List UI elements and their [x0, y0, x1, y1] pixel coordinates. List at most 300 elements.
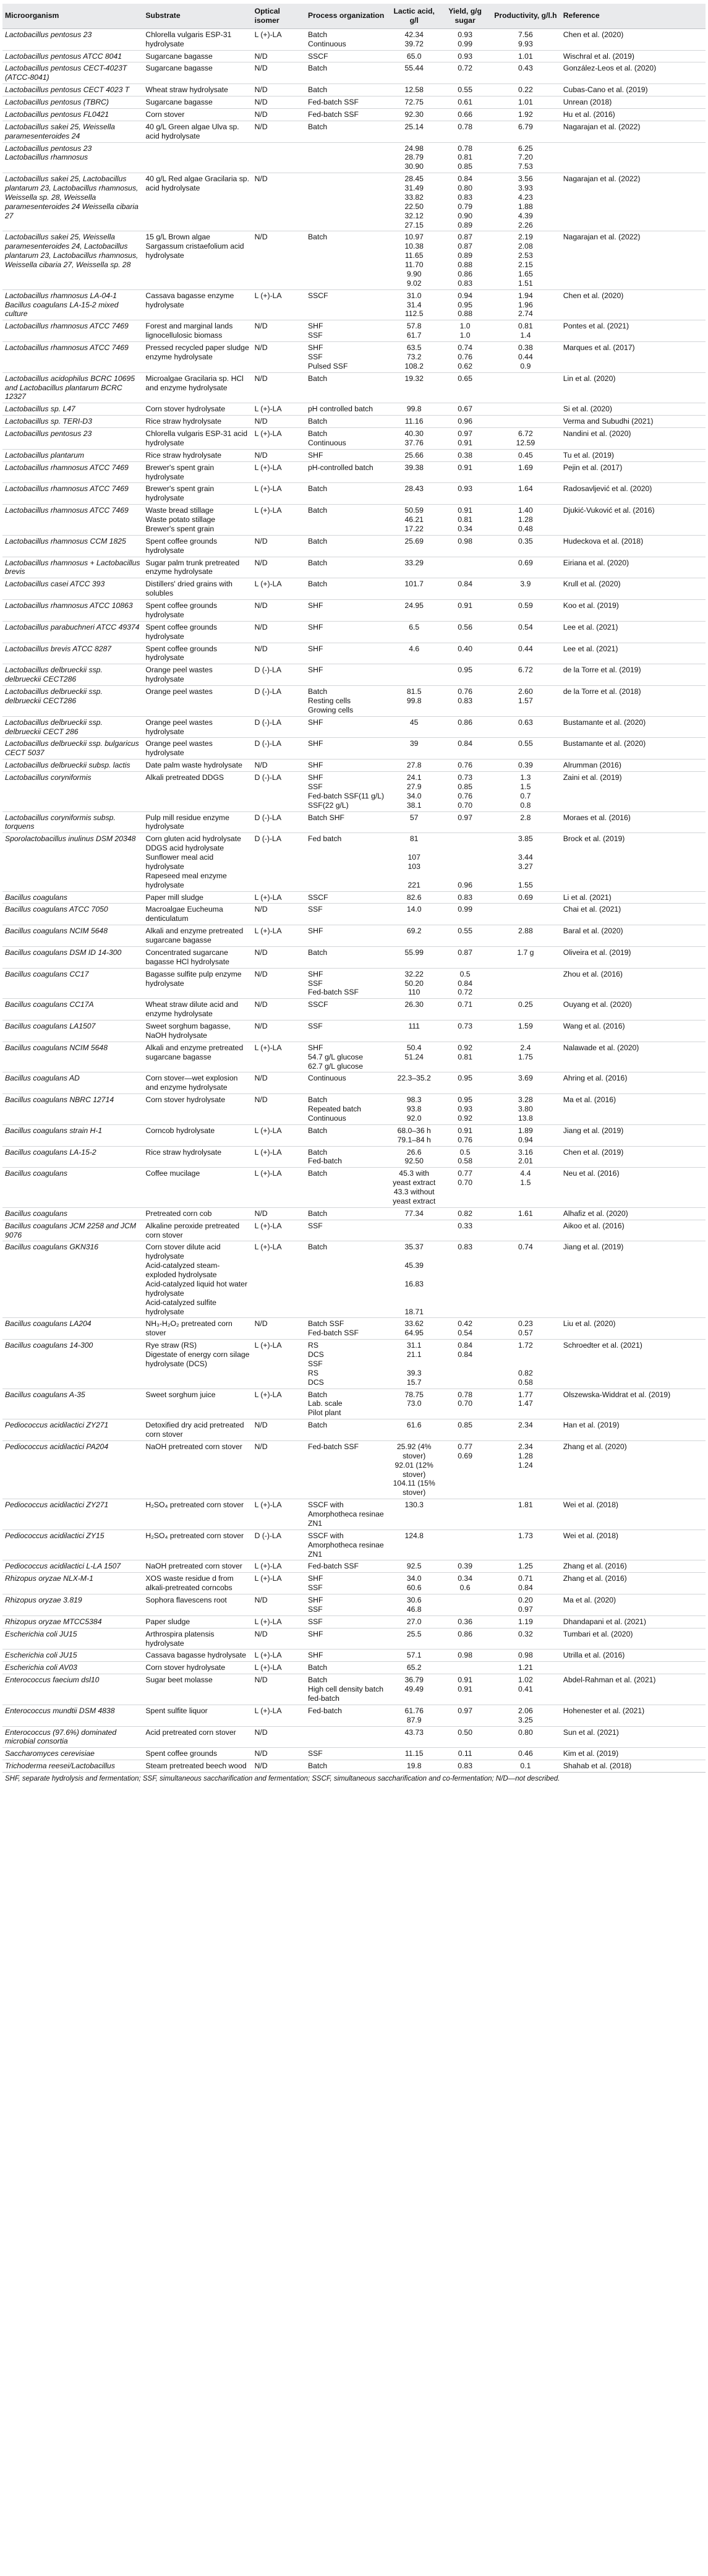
cell-lactic-acid-line: 78.75 [404, 1390, 424, 1399]
cell-reference-line: Utrilla et al. (2016) [563, 1651, 625, 1660]
cell-process-line: SSF [308, 1749, 323, 1758]
cell-lactic-acid-line: 51.24 [404, 1052, 424, 1061]
cell-productivity-line: 1.94 [518, 291, 533, 300]
cell-productivity-line: 1.5 [520, 1178, 531, 1187]
cell-optical-isomer-line: N/D [254, 450, 268, 460]
cell-yield [440, 342, 490, 373]
cell-lactic-acid [388, 1207, 440, 1220]
cell-lactic-acid-line: 24.1 [406, 773, 422, 782]
table-row [2, 416, 706, 428]
cell-process [305, 643, 388, 664]
cell-substrate-line: Date palm waste hydrolysate [145, 761, 242, 770]
table-row [2, 1241, 706, 1318]
cell-lactic-acid [388, 1628, 440, 1650]
table-row [2, 1499, 706, 1530]
table-row [2, 686, 706, 717]
cell-yield-line: 0.76 [458, 687, 472, 696]
cell-microorganism-line: Lactobacillus sakei 25, Lactobacillus plantarum 23, Lactobacillus rhamnosus, Weissella sp. 28, Weissella paramesenteroides 24 Weissella cibaria 27 [5, 174, 139, 220]
cell-yield [440, 1318, 490, 1340]
cell-productivity-line: 3.85 [518, 834, 533, 844]
cell-optical-isomer [252, 1094, 305, 1125]
cell-lactic-acid [388, 483, 440, 505]
cell-lactic-acid [388, 1389, 440, 1419]
cell-lactic-acid-line: 104.11 (15% stover) [393, 1479, 435, 1497]
cell-productivity-line: 3.25 [518, 1715, 533, 1724]
cell-reference [561, 142, 706, 173]
cell-microorganism-line: Bacillus coagulans [5, 1169, 67, 1178]
cell-optical-isomer-line: L (+)-LA [254, 1341, 282, 1350]
cell-yield [440, 811, 490, 833]
cell-productivity-line: 0.23 [518, 1319, 533, 1329]
cell-substrate-line: Spent coffee grounds hydrolysate [145, 536, 218, 555]
cell-productivity-line: 0.54 [518, 622, 533, 631]
cell-lactic-acid [388, 121, 440, 142]
cell-lactic-acid-line: 14.0 [406, 905, 422, 914]
cell-substrate [143, 320, 252, 342]
cell-microorganism [2, 664, 143, 686]
cell-microorganism [2, 1726, 143, 1748]
cell-optical-isomer [252, 968, 305, 999]
cell-productivity-line: 0.32 [518, 1629, 533, 1638]
cell-yield-line: 0.83 [458, 192, 472, 202]
cell-lactic-acid-line: 11.15 [404, 1749, 424, 1758]
cell-lactic-acid [388, 1042, 440, 1072]
table-row [2, 342, 706, 373]
cell-yield [440, 1207, 490, 1220]
cell-lactic-acid [388, 738, 440, 760]
cell-lactic-acid-line [391, 1298, 437, 1307]
cell-process [305, 1440, 388, 1499]
cell-yield-line: 0.93 [458, 51, 472, 61]
lactic-acid-production-table [2, 4, 706, 1772]
cell-microorganism-line: Bacillus coagulans CC17A [5, 1000, 94, 1009]
cell-productivity-line: 0.74 [518, 1243, 533, 1252]
table-row [2, 28, 706, 50]
cell-process-line: Batch [308, 687, 328, 696]
cell-microorganism-line: Bacillus coagulans [5, 892, 67, 902]
cell-reference-line: Wei et al. (2018) [563, 1531, 618, 1540]
cell-reference [561, 772, 706, 812]
cell-reference-line: Alrumman (2016) [563, 761, 621, 770]
cell-reference-line: Han et al. (2019) [563, 1421, 620, 1430]
cell-lactic-acid [388, 760, 440, 772]
cell-microorganism [2, 1748, 143, 1760]
cell-optical-isomer [252, 1440, 305, 1499]
cell-productivity [490, 1662, 561, 1674]
cell-productivity-line: 1.69 [518, 463, 533, 472]
cell-productivity-line: 1.96 [518, 300, 533, 309]
cell-microorganism-line: Escherichia coli AV03 [5, 1663, 77, 1672]
cell-process-line: Batch [308, 64, 328, 73]
cell-yield [440, 925, 490, 947]
cell-lactic-acid-line: 61.76 [404, 1706, 424, 1715]
cell-productivity-line: 1.89 [518, 1126, 533, 1135]
cell-reference-line: Nalawade et al. (2020) [563, 1043, 639, 1052]
cell-microorganism-line: Lactobacillus pentosus 23 [5, 429, 92, 438]
cell-lactic-acid-line: 30.90 [404, 162, 424, 171]
cell-productivity [490, 1207, 561, 1220]
cell-productivity [490, 1560, 561, 1573]
cell-process-line: SHF [308, 1629, 323, 1638]
cell-productivity-line: 4.39 [518, 211, 533, 220]
cell-reference [561, 1530, 706, 1560]
table-row [2, 999, 706, 1021]
cell-process [305, 664, 388, 686]
table-row [2, 1662, 706, 1674]
cell-optical-isomer [252, 1124, 305, 1146]
cell-lactic-acid-line: 26.6 [406, 1147, 422, 1157]
cell-substrate-line: Alkali pretreated DDGS [145, 773, 224, 782]
cell-optical-isomer-line: L (+)-LA [254, 1706, 282, 1715]
cell-substrate [143, 1021, 252, 1042]
cell-microorganism [2, 505, 143, 536]
cell-yield-line: 0.97 [458, 813, 472, 822]
cell-productivity [490, 1748, 561, 1760]
cell-yield-line: 0.67 [458, 404, 472, 414]
cell-yield-line: 0.76 [458, 1135, 472, 1144]
cell-yield [440, 1146, 490, 1168]
table-row [2, 1318, 706, 1340]
cell-microorganism [2, 1021, 143, 1042]
cell-microorganism [2, 1072, 143, 1094]
cell-productivity [490, 904, 561, 925]
cell-lactic-acid-line: 82.6 [406, 892, 422, 902]
cell-process-line: SSF [308, 352, 323, 361]
cell-lactic-acid-line: 24.98 [404, 143, 424, 153]
cell-yield-line: 0.83 [458, 278, 472, 288]
cell-substrate [143, 716, 252, 738]
cell-yield-line [442, 853, 488, 862]
cell-substrate [143, 1760, 252, 1772]
table-row [2, 643, 706, 664]
cell-yield-line: 0.33 [458, 1221, 472, 1230]
cell-microorganism-line: Escherichia coli JU15 [5, 1651, 77, 1660]
cell-process-line: Batch [308, 1421, 328, 1430]
cell-productivity [490, 1705, 561, 1726]
cell-reference [561, 50, 706, 62]
table-row [2, 1146, 706, 1168]
cell-microorganism-line: Saccharomyces cerevisiae [5, 1749, 95, 1758]
table-row [2, 173, 706, 231]
cell-reference [561, 578, 706, 600]
cell-optical-isomer [252, 1594, 305, 1616]
cell-substrate-line: Sugarcane bagasse [145, 98, 213, 106]
cell-yield [440, 449, 490, 461]
cell-process-line: Batch [308, 484, 328, 494]
cell-process-line: Batch [308, 1663, 328, 1672]
cell-reference-line: Ma et al. (2020) [563, 1596, 616, 1604]
cell-substrate-line: 40 g/L Green algae Ulva sp. acid hydrolysate [145, 122, 239, 140]
cell-substrate [143, 449, 252, 461]
cell-lactic-acid-line: 18.71 [404, 1307, 424, 1316]
cell-lactic-acid [388, 925, 440, 947]
cell-reference [561, 62, 706, 84]
cell-optical-isomer-line: L (+)-LA [254, 291, 282, 300]
cell-microorganism [2, 904, 143, 925]
cell-yield-line: 0.89 [458, 251, 472, 260]
cell-substrate [143, 1530, 252, 1560]
cell-lactic-acid [388, 1705, 440, 1726]
cell-substrate-line: Acid-catalyzed steam-exploded hydrolysate [145, 1261, 220, 1279]
table-row [2, 664, 706, 686]
cell-substrate-line: Sugar palm trunk pretreated enzyme hydrolysate [145, 558, 240, 576]
cell-microorganism-line: Lactobacillus sp. L47 [5, 404, 75, 414]
cell-productivity-line: 2.06 [518, 1706, 533, 1715]
cell-process [305, 372, 388, 403]
cell-substrate-line: Spent sulfite liquor [145, 1706, 208, 1715]
cell-substrate [143, 28, 252, 50]
cell-lactic-acid [388, 833, 440, 891]
cell-microorganism [2, 461, 143, 483]
cell-productivity-line: 1.21 [518, 1663, 533, 1672]
table-row [2, 449, 706, 461]
cell-yield [440, 84, 490, 96]
cell-optical-isomer-line: L (+)-LA [254, 1147, 282, 1157]
cell-reference [561, 96, 706, 109]
col-header-reference: Reference [561, 4, 706, 28]
cell-productivity-line: 0.84 [518, 1583, 533, 1593]
cell-productivity-line: 1.4 [520, 331, 531, 340]
cell-yield [440, 289, 490, 320]
cell-lactic-acid-line: 46.8 [406, 1604, 422, 1614]
table-row [2, 372, 706, 403]
cell-yield-line: 0.70 [458, 800, 472, 810]
cell-optical-isomer-line: L (+)-LA [254, 1243, 282, 1252]
cell-optical-isomer-line: L (+)-LA [254, 1126, 282, 1135]
cell-reference-line: Pontes et al. (2021) [563, 322, 629, 331]
cell-productivity [490, 108, 561, 121]
cell-yield-line: 1.0 [459, 322, 471, 331]
cell-process [305, 1389, 388, 1419]
cell-lactic-acid [388, 621, 440, 643]
cell-process-line: Lab. scale [308, 1399, 343, 1408]
cell-reference [561, 84, 706, 96]
cell-productivity-line: 1.19 [518, 1617, 533, 1626]
cell-reference [561, 28, 706, 50]
cell-productivity-line: 0.80 [518, 1727, 533, 1737]
cell-optical-isomer-line: N/D [254, 1749, 268, 1758]
cell-reference [561, 1124, 706, 1146]
cell-productivity-line: 0.97 [518, 1604, 533, 1614]
cell-substrate-line: Steam pretreated beech wood [145, 1761, 247, 1771]
cell-microorganism [2, 84, 143, 96]
cell-yield-line: 0.84 [458, 978, 472, 988]
cell-yield [440, 1726, 490, 1748]
cell-lactic-acid-line: 81 [409, 834, 419, 844]
cell-yield-line: 0.40 [458, 644, 472, 653]
cell-substrate [143, 289, 252, 320]
cell-lactic-acid [388, 1146, 440, 1168]
cell-process-line: Batch [308, 30, 328, 39]
cell-microorganism [2, 1705, 143, 1726]
cell-substrate [143, 142, 252, 173]
cell-microorganism-line: Bacillus coagulans AD [5, 1074, 80, 1083]
cell-process-line: Fed-batch SSF [308, 1329, 359, 1338]
cell-optical-isomer [252, 342, 305, 373]
cell-lactic-acid-line: 39.72 [404, 39, 424, 48]
cell-process [305, 428, 388, 450]
cell-optical-isomer [252, 231, 305, 289]
cell-lactic-acid-line: 34.0 [406, 1574, 422, 1583]
cell-substrate [143, 1340, 252, 1389]
cell-yield [440, 1440, 490, 1499]
cell-lactic-acid-line: 101.7 [404, 580, 424, 589]
cell-reference [561, 904, 706, 925]
cell-substrate [143, 643, 252, 664]
cell-reference [561, 999, 706, 1021]
cell-productivity-line: 1.81 [518, 1500, 533, 1510]
cell-substrate-line: Cassava bagasse enzyme hydrolysate [145, 291, 234, 309]
cell-reference-line: Hohenester et al. (2021) [563, 1706, 645, 1715]
table-row [2, 142, 706, 173]
cell-lactic-acid-line: 46.21 [404, 515, 424, 524]
cell-process-line: Fed-batch SSF [308, 988, 359, 997]
cell-productivity-line: 0.71 [518, 1574, 533, 1583]
cell-lactic-acid-line: 63.5 [406, 343, 422, 352]
cell-lactic-acid-line: 57.1 [406, 1651, 422, 1660]
cell-lactic-acid [388, 1094, 440, 1125]
cell-reference-line: Chen et al. (2019) [563, 1147, 624, 1157]
cell-optical-isomer-line: N/D [254, 558, 268, 567]
cell-productivity-line: 12.59 [516, 438, 535, 447]
cell-yield [440, 505, 490, 536]
cell-substrate-line: Alkaline peroxide pretreated corn stover [145, 1221, 240, 1239]
cell-process-line: SSCF [308, 892, 328, 902]
cell-process-line: Fed-batch SSF [308, 1562, 359, 1571]
cell-lactic-acid [388, 686, 440, 717]
cell-microorganism [2, 1499, 143, 1530]
cell-reference-line: Hu et al. (2016) [563, 109, 615, 119]
cell-productivity-line: 0.44 [518, 644, 533, 653]
cell-reference-line: Abdel-Rahman et al. (2021) [563, 1675, 656, 1685]
cell-substrate-line: Wheat straw dilute acid and enzyme hydrolysate [145, 1000, 239, 1019]
cell-substrate [143, 738, 252, 760]
cell-productivity-line: 0.58 [518, 1377, 533, 1387]
table-row [2, 1440, 706, 1499]
cell-microorganism [2, 231, 143, 289]
cell-productivity-line: 0.25 [518, 1000, 533, 1009]
cell-productivity-line: 1.5 [520, 782, 531, 791]
cell-lactic-acid-line: 98.3 [406, 1095, 422, 1105]
cell-substrate-line: Coffee mucilage [145, 1169, 200, 1178]
cell-substrate [143, 999, 252, 1021]
cell-productivity-line [493, 871, 558, 881]
cell-yield-line: 0.89 [458, 220, 472, 229]
cell-lactic-acid-line: 32.22 [404, 969, 424, 978]
cell-microorganism-line: Bacillus coagulans ATCC 7050 [5, 905, 108, 914]
cell-substrate-line: Brewer's spent grain hydrolysate [145, 484, 215, 503]
cell-productivity-line: 0.22 [518, 85, 533, 95]
cell-reference [561, 289, 706, 320]
cell-yield-line: 0.78 [458, 122, 472, 131]
cell-optical-isomer [252, 449, 305, 461]
cell-process-line: SHF [308, 926, 323, 936]
table-row [2, 1389, 706, 1419]
cell-microorganism-line: Lactobacillus plantarum [5, 450, 85, 460]
cell-yield-line: 0.91 [458, 1126, 472, 1135]
cell-productivity-line: 2.74 [518, 309, 533, 319]
table-row [2, 289, 706, 320]
cell-productivity-line: 3.27 [518, 862, 533, 871]
cell-yield-line: 0.99 [458, 905, 472, 914]
cell-process-line: Continuous [308, 39, 346, 48]
cell-yield [440, 1124, 490, 1146]
table-row [2, 557, 706, 578]
cell-substrate-line: Spent coffee grounds hydrolysate [145, 601, 218, 619]
cell-productivity-line: 4.4 [520, 1169, 531, 1178]
cell-microorganism-line: Bacillus coagulans NBRC 12714 [5, 1095, 114, 1105]
cell-reference [561, 1594, 706, 1616]
cell-process-line: SHF [308, 717, 323, 727]
cell-lactic-acid-line: 81.5 [406, 687, 422, 696]
cell-productivity [490, 1419, 561, 1441]
cell-microorganism [2, 716, 143, 738]
cell-productivity-line: 1.28 [518, 1451, 533, 1460]
cell-yield-line: 0.91 [458, 463, 472, 472]
cell-substrate-line: Detoxified dry acid pretreated corn stover [145, 1421, 244, 1439]
cell-microorganism [2, 416, 143, 428]
cell-process-line: Batch [308, 1675, 328, 1685]
cell-process-line: Batch SHF [308, 813, 344, 822]
cell-yield-line: 0.5 [459, 969, 471, 978]
cell-substrate-line: H₂SO₄ pretreated corn stover [145, 1500, 244, 1510]
cell-lactic-acid [388, 50, 440, 62]
cell-optical-isomer [252, 833, 305, 891]
cell-microorganism-line: Lactobacillus rhamnosus LA-04-1 [5, 291, 117, 300]
cell-lactic-acid-line: 50.20 [404, 978, 424, 988]
cell-microorganism [2, 62, 143, 84]
cell-microorganism-line: Lactobacillus rhamnosus ATCC 7469 [5, 484, 129, 494]
cell-productivity-line: 2.4 [520, 1043, 531, 1052]
cell-optical-isomer [252, 1419, 305, 1441]
cell-productivity-line: 1.88 [518, 202, 533, 211]
cell-optical-isomer [252, 62, 305, 84]
cell-process [305, 1094, 388, 1125]
cell-yield-line: 0.91 [458, 1685, 472, 1693]
cell-yield [440, 96, 490, 109]
cell-lactic-acid-line: 92.5 [406, 1562, 422, 1571]
cell-process-line: SSCF [308, 51, 328, 61]
cell-productivity-line: 0.44 [518, 352, 533, 361]
cell-process [305, 904, 388, 925]
cell-lactic-acid-line: 45 [409, 717, 419, 727]
cell-productivity-line: 7.20 [518, 153, 533, 162]
cell-substrate-line: Alkali and enzyme pretreated sugarcane bagasse [145, 926, 244, 944]
cell-yield [440, 772, 490, 812]
cell-productivity-line: 1.77 [518, 1390, 533, 1399]
cell-process [305, 772, 388, 812]
table-row [2, 320, 706, 342]
cell-yield [440, 1674, 490, 1705]
cell-substrate-line: Corn stover hydrolysate [145, 1663, 226, 1672]
cell-lactic-acid-line: 24.95 [404, 601, 424, 610]
cell-lactic-acid [388, 1072, 440, 1094]
cell-reference [561, 372, 706, 403]
cell-yield [440, 1241, 490, 1318]
cell-microorganism [2, 1530, 143, 1560]
cell-yield-line: 0.96 [458, 880, 472, 889]
cell-substrate-line: Corncob hydrolysate [145, 1126, 215, 1135]
cell-lactic-acid-line: 11.70 [404, 260, 424, 269]
cell-substrate-line: Corn gluten acid hydrolysate [145, 834, 241, 844]
cell-optical-isomer-line: N/D [254, 233, 268, 242]
cell-microorganism-line: Enterococcus (97.6%) dominated microbial consortia [5, 1727, 117, 1746]
cell-lactic-acid-line: 28.79 [404, 153, 424, 162]
cell-microorganism-line: Lactobacillus rhamnosus CCM 1825 [5, 536, 126, 546]
cell-process [305, 1705, 388, 1726]
cell-process [305, 231, 388, 289]
cell-substrate-line: Brewer's spent grain hydrolysate [145, 463, 215, 481]
